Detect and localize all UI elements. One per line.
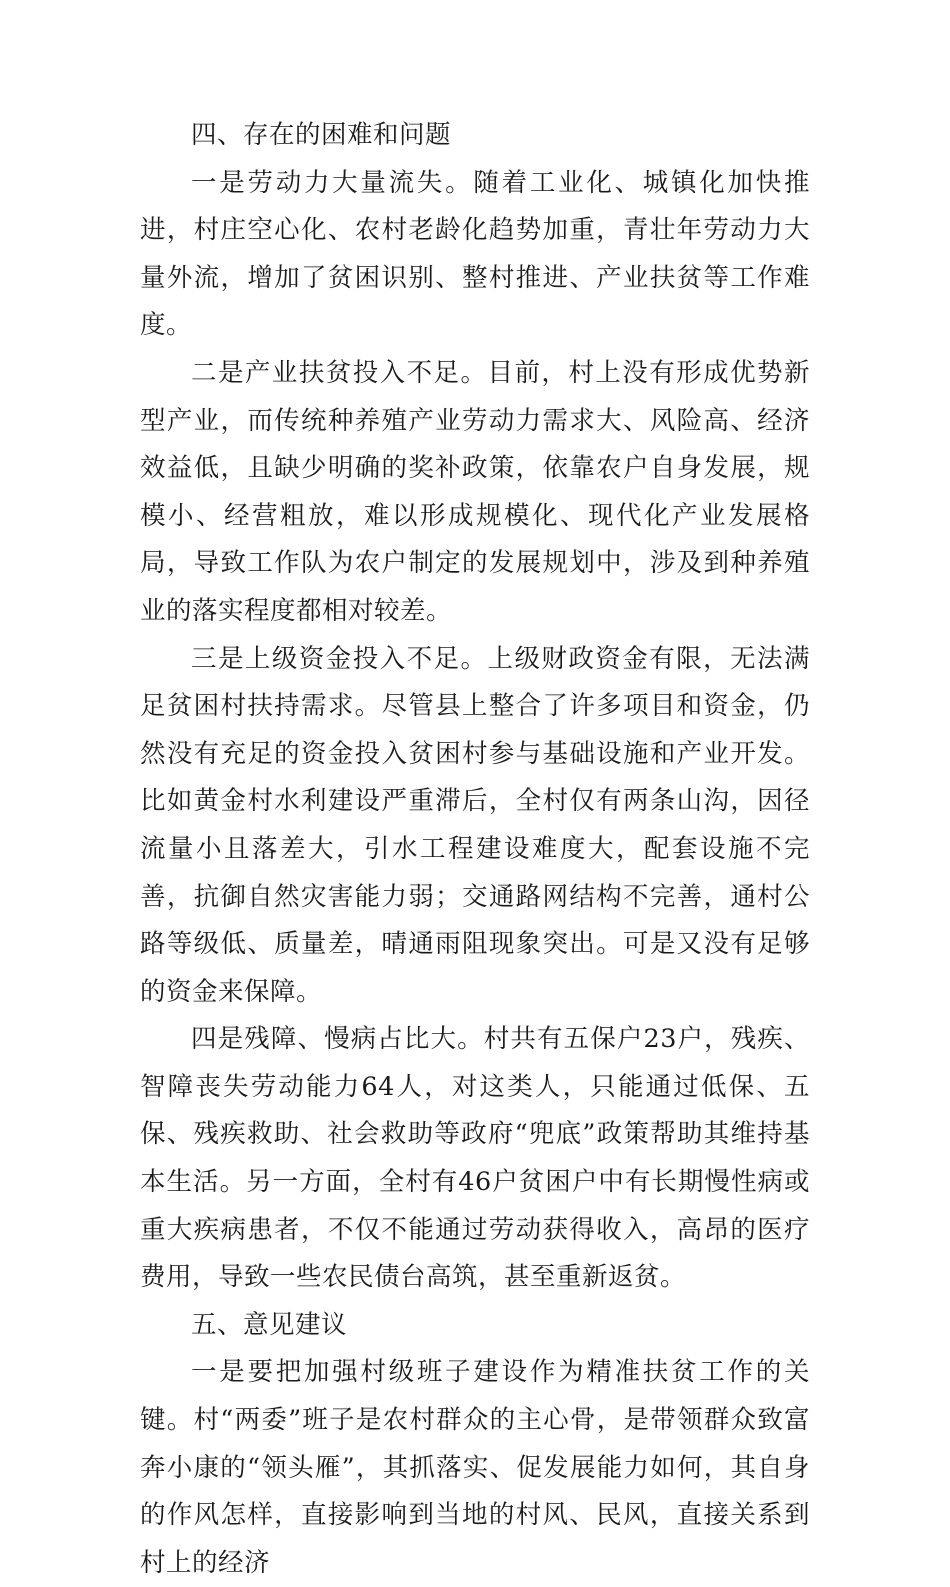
section-heading-suggestions: 五、意见建议 — [191, 1309, 348, 1340]
paragraph-industry-investment: 二是产业扶贫投入不足。目前，村上没有形成优势新型产业，而传统种养殖产业劳动力需求大、风险高、经济效益低，且缺少明确的奖补政策，依靠农户自身发展，规模小、经营粗放，难以形成规模化、现代化产业发展格局，导致工作队为农户制定的发展规划中，涉及到种养殖业的落实程度都相对较差。 — [140, 357, 810, 626]
paragraph-labor-loss: 一是劳动力大量流失。随着工业化、城镇化加快推进，村庄空心化、农村老龄化趋势加重，青壮年劳动力大量外流，增加了贫困识别、整村推进、产业扶贫等工作难度。 — [140, 167, 810, 341]
document-body — [140, 112, 810, 1587]
paragraph-disability-illness: 四是残障、慢病占比大。村共有五保户23户，残疾、智障丧失劳动能力64人，对这类人，只能通过低保、五保、残疾救助、社会救助等政府“兜底”政策帮助其维持基本生活。另一方面，全村有46户贫困户中有长期慢性病或重大疾病患者，不仅不能通过劳动获得收入，高昂的医疗费用，导致一些农民债台高筑，甚至重新返贫。 — [140, 1024, 810, 1293]
paragraph-funding-shortage: 三是上级资金投入不足。上级财政资金有限，无法满足贫困村扶持需求。尽管县上整合了许多项目和资金，仍然没有充足的资金投入贫困村参与基础设施和产业开发。比如黄金村水利建设严重滞后，全村仅有两条山沟，因径流量小且落差大，引水工程建设难度大，配套设施不完善，抗御自然灾害能力弱；交通路网结构不完善，通村公路等级低、质量差，晴通雨阻现象突出。可是又没有足够的资金来保障。 — [140, 643, 810, 1007]
section-heading-difficulties: 四、存在的困难和问题 — [191, 120, 452, 150]
paragraph-village-leadership: 一是要把加强村级班子建设作为精准扶贫工作的关键。村“两委”班子是农村群众的主心骨，是带领群众致富奔小康的“领头雁”，其抓落实、促发展能力如何，其自身的作风怎样，直接影响到当地的村风、民风，直接关系到村上的经济 — [140, 1357, 810, 1578]
